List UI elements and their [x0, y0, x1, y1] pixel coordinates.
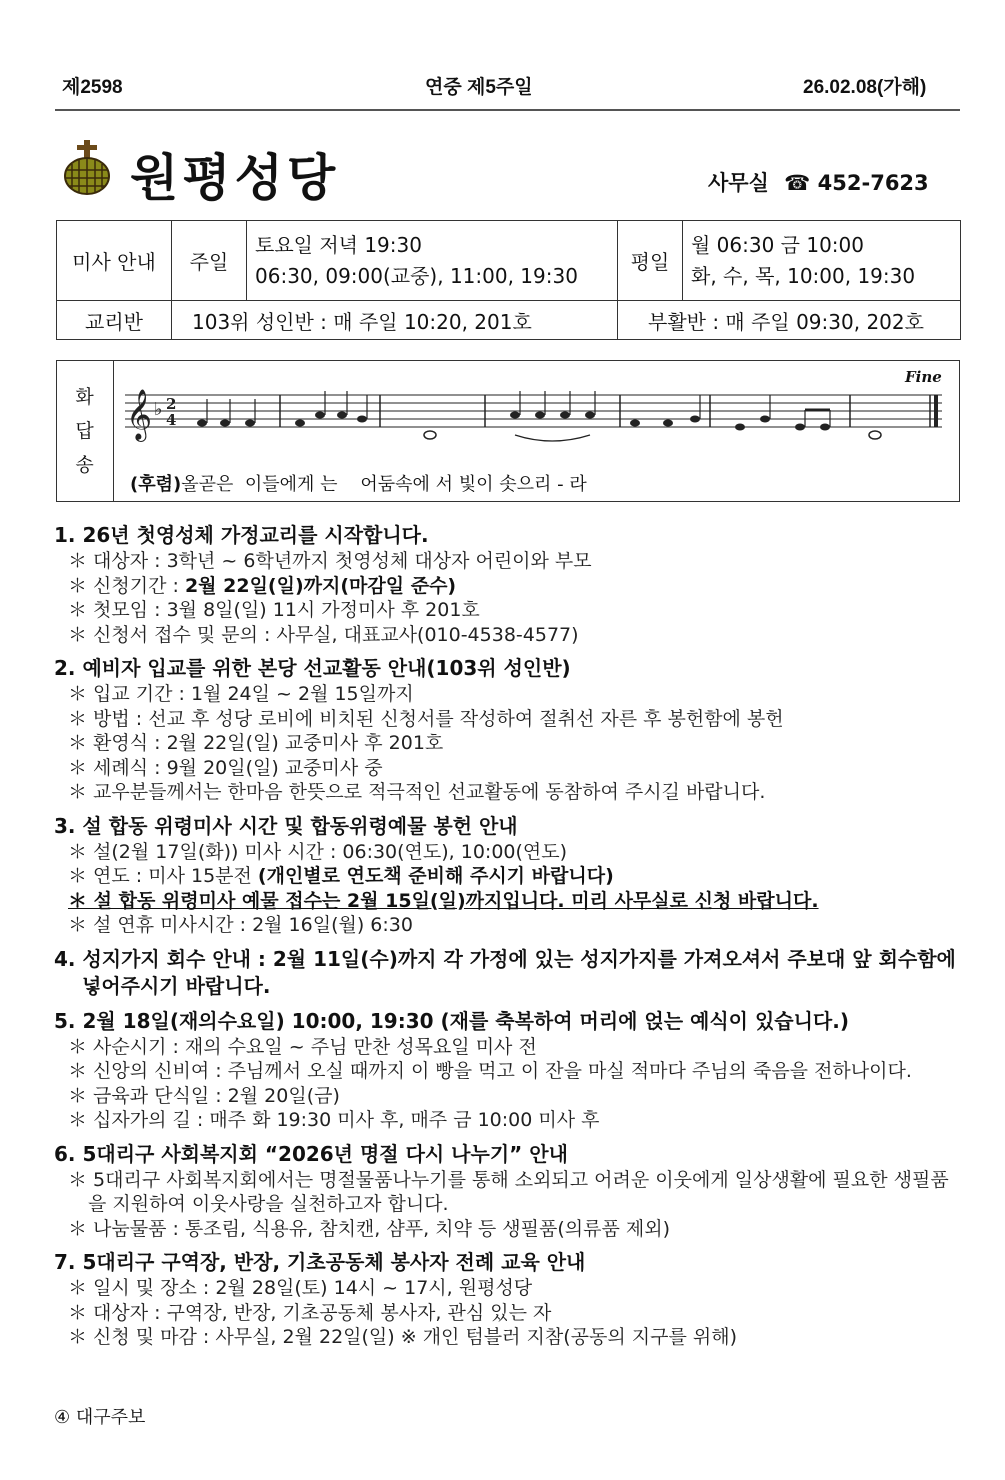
- psalm-lyric-text: 올곧은 이들에게 는 어둠속에 서 빛이 솟으리 - 라: [181, 474, 587, 495]
- notice-7: [54, 1249, 964, 1350]
- psalm-label: [56, 360, 114, 502]
- music-staff: [120, 385, 950, 455]
- notice-item: ＊ 금육과 단식일 : 2월 20일(금): [68, 1084, 340, 1107]
- notice-6: [54, 1141, 964, 1242]
- notice-2: [54, 655, 964, 805]
- header-rule: [55, 109, 960, 111]
- psalm-label-char-3: 송: [75, 454, 94, 476]
- psalm-label-char-2: 답: [75, 420, 94, 442]
- psalm-lyric: [130, 470, 587, 496]
- office-contact: [708, 167, 929, 197]
- notice-item: ＊ 일시 및 장소 : 2월 28일(토) 14시 ~ 17시, 원평성당: [68, 1277, 533, 1299]
- psalm-label-char-1: 화: [75, 386, 94, 408]
- notice-item: ＊ 연도 : 미사 15분전 (개인별로 연도책 준비해 주시기 바랍니다): [68, 865, 614, 887]
- fine-marking: Fine: [905, 368, 942, 386]
- notice-title: 6. 5대리구 사회복지회 “2026년 명절 다시 나누기” 안내: [54, 1141, 568, 1166]
- issue-number: 제2598: [62, 77, 123, 98]
- svg-text:𝄞: 𝄞: [126, 389, 153, 440]
- notice-item: ＊ 대상자 : 3학년 ~ 6학년까지 첫영성체 대상자 어린이와 부모: [68, 550, 592, 572]
- notice-item: ＊ 신앙의 신비여 : 주님께서 오실 때까지 이 빵을 먹고 이 잔을 마실 적마다 주님의 죽음을 전하나이다.: [68, 1060, 912, 1082]
- office-label: 사무실: [708, 171, 769, 195]
- notice-title: 5. 2월 18일(재의수요일) 10:00, 19:30 (재를 축복하여 머리에 얹는 예식이 있습니다.): [54, 1008, 849, 1033]
- notice-item: ＊ 신청기간 : 2월 22일(일)까지(마감일 준수): [68, 574, 457, 597]
- office-phone: 452-7623: [817, 171, 929, 195]
- svg-text:♭: ♭: [154, 399, 163, 420]
- notice-item: ＊ 십자가의 길 : 매주 화 19:30 미사 후, 매주 금 10:00 미사 후: [68, 1109, 600, 1131]
- svg-text:4: 4: [166, 411, 177, 429]
- notice-title: 1. 26년 첫영성체 가정교리를 시작합니다.: [54, 523, 429, 547]
- bulletin-date: 26.02.08(가해): [803, 77, 927, 98]
- notice-5: [54, 1008, 964, 1133]
- notice-title: 4. 성지가지 회수 안내 : 2월 11일(수)까지 각 가정에 있는 성지가지를 가져오셔서 주보대 앞 회수함에 넣어주시기 바랍니다.: [54, 946, 956, 998]
- notice-item: ＊ 입교 기간 : 1월 24일 ~ 2월 15일까지: [68, 683, 414, 705]
- notice-item: ＊ 대상자 : 구역장, 반장, 기초공동체 봉사자, 관심 있는 자: [68, 1301, 552, 1324]
- catechism-label: 교리반: [57, 301, 172, 340]
- notice-3: [54, 813, 964, 938]
- weekday-times-line2: 화, 수, 목, 10:00, 19:30: [691, 263, 916, 288]
- weekday-times-line1: 월 06:30 금 10:00: [691, 232, 864, 257]
- phone-icon: ☎: [784, 171, 811, 195]
- notice-title: 3. 설 합동 위령미사 시간 및 합동위령예물 봉헌 안내: [54, 813, 518, 838]
- notice-item: ＊ 교우분들께서는 한마음 한뜻으로 적극적인 선교활동에 동참하여 주시길 바랍니다.: [68, 781, 766, 803]
- weekday-label: 평일: [618, 221, 683, 301]
- psalm-refrain-label: (후렴): [130, 474, 182, 495]
- notice-item: ＊ 사순시기 : 재의 수요일 ~ 주님 만찬 성목요일 미사 전: [68, 1035, 537, 1058]
- notice-4: [54, 946, 964, 1000]
- sunday-times: [247, 221, 618, 301]
- notice-title: 2. 예비자 입교를 위한 본당 선교활동 안내(103위 성인반): [54, 656, 571, 680]
- parish-name: 원평성당: [130, 149, 340, 207]
- notices-list: [54, 522, 964, 1358]
- sunday-times-line2: 06:30, 09:00(교중), 11:00, 19:30: [255, 263, 578, 288]
- catechism-adult: 103위 성인반 : 매 주일 10:20, 201호: [172, 301, 618, 340]
- catechism-revival: 부활반 : 매 주일 09:30, 202호: [618, 301, 961, 340]
- mass-schedule-table: [56, 220, 961, 340]
- notice-item: ＊ 설 합동 위령미사 예물 접수는 2월 15일(일)까지입니다. 미리 사무실로 신청 바랍니다.: [68, 889, 819, 912]
- notice-item: ＊ 세례식 : 9월 20일(일) 교중미사 중: [68, 756, 383, 779]
- notice-item: ＊ 나눔물품 : 통조림, 식용유, 참치캔, 샴푸, 치약 등 생필품(의류품 제외): [68, 1217, 670, 1240]
- svg-text:2: 2: [166, 395, 177, 413]
- notice-item: ＊ 신청 및 마감 : 사무실, 2월 22일(일) ※ 개인 텀블러 지참(공동의 지구를 위해): [68, 1326, 737, 1348]
- liturgical-sunday: 연중 제5주일: [425, 77, 533, 98]
- weekday-times: [683, 221, 961, 301]
- notice-item: ＊ 환영식 : 2월 22일(일) 교중미사 후 201호: [68, 732, 444, 754]
- notice-item: ＊ 방법 : 선교 후 성당 로비에 비치된 신청서를 작성하여 절취선 자른 후 봉헌함에 봉헌: [68, 707, 784, 730]
- notice-title: 7. 5대리구 구역장, 반장, 기초공동체 봉사자 전례 교육 안내: [54, 1250, 586, 1274]
- mass-label: 미사 안내: [57, 221, 172, 301]
- sunday-times-line1: 토요일 저녁 19:30: [255, 232, 422, 257]
- notice-item: ＊ 설 연휴 미사시간 : 2월 16일(월) 6:30: [68, 914, 413, 936]
- church-logo-icon: [62, 140, 112, 196]
- notice-item: ＊ 5대리구 사회복지회에서는 명절물품나누기를 통해 소외되고 어려운 이웃에게 일상생활에 필요한 생필품을 지원하여 이웃사랑을 실천하고자 합니다.: [68, 1168, 949, 1215]
- notice-item: ＊ 첫모임 : 3월 8일(일) 11시 가정미사 후 201호: [68, 599, 480, 621]
- notice-item: ＊ 설(2월 17일(화)) 미사 시간 : 06:30(연도), 10:00(연도): [68, 840, 568, 863]
- notice-item: ＊ 신청서 접수 및 문의 : 사무실, 대표교사(010-4538-4577): [68, 623, 579, 646]
- sunday-label: 주일: [172, 221, 247, 301]
- notice-1: [54, 522, 964, 647]
- page-footer: ④ 대구주보: [54, 1407, 146, 1428]
